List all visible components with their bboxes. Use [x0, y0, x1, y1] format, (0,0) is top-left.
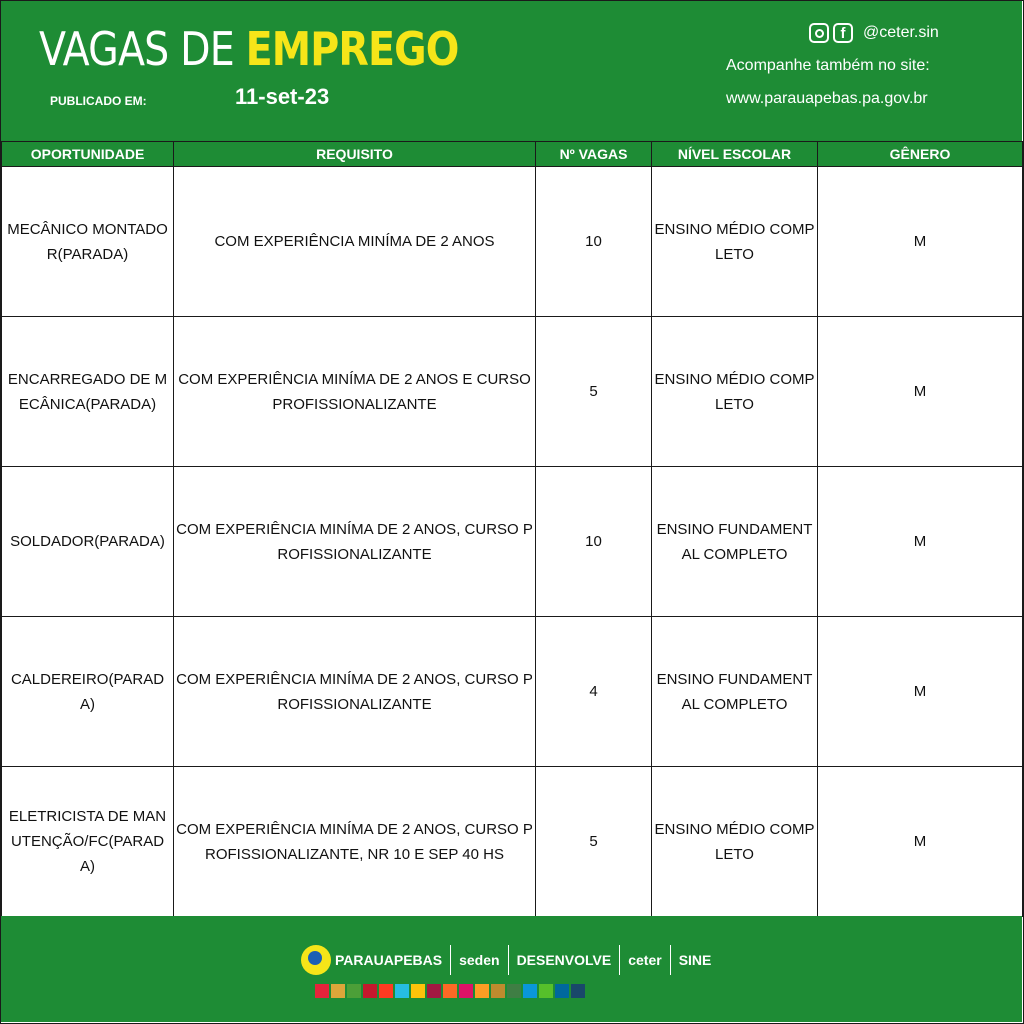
- cell-opportunity: ENCARREGADO DE MECÂNICA(PARADA): [2, 317, 174, 467]
- header: [1, 1, 1022, 141]
- cell-vacancies: 5: [536, 767, 652, 917]
- logo-divider: [508, 945, 509, 975]
- sdg-icon: [571, 984, 585, 998]
- facebook-icon[interactable]: f: [833, 23, 853, 43]
- sdg-icon: [507, 984, 521, 998]
- sdg-icon: [411, 984, 425, 998]
- cell-education: ENSINO MÉDIO COMPLETO: [652, 167, 818, 317]
- cell-vacancies: 4: [536, 617, 652, 767]
- social-handle: @ceter.sin: [863, 24, 939, 41]
- sdg-icon: [395, 984, 409, 998]
- column-header-requirement: REQUISITO: [174, 142, 536, 167]
- sdg-icon: [539, 984, 553, 998]
- title-part1: VAGAS DE: [39, 22, 234, 76]
- table-row: [2, 467, 1023, 617]
- jobs-table: [1, 141, 1023, 917]
- parauapebas-logo-icon: [301, 945, 331, 975]
- cell-opportunity: ELETRICISTA DE MANUTENÇÃO/FC(PARADA): [2, 767, 174, 917]
- logo-seden: seden: [459, 952, 500, 968]
- table-row: [2, 617, 1023, 767]
- cell-education: ENSINO MÉDIO COMPLETO: [652, 767, 818, 917]
- sdg-icon: [459, 984, 473, 998]
- cell-gender: M: [818, 467, 1023, 617]
- table-row: [2, 317, 1023, 467]
- cell-vacancies: 5: [536, 317, 652, 467]
- column-header-education: NÍVEL ESCOLAR: [652, 142, 818, 167]
- published-date: 11-set-23: [235, 84, 330, 109]
- title-part2: EMPREGO: [245, 22, 459, 76]
- column-header-vacancies: Nº VAGAS: [536, 142, 652, 167]
- sdg-icon: [443, 984, 457, 998]
- logo-divider: [619, 945, 620, 975]
- cell-gender: M: [818, 317, 1023, 467]
- sdg-icon: [379, 984, 393, 998]
- published-label: PUBLICADO EM:: [50, 94, 147, 108]
- logo-sine: SINE: [678, 952, 712, 968]
- cell-gender: M: [818, 767, 1023, 917]
- cell-opportunity: CALDEREIRO(PARADA): [2, 617, 174, 767]
- sdg-icons-strip: [315, 984, 587, 998]
- cell-opportunity: MECÂNICO MONTADOR(PARADA): [2, 167, 174, 317]
- cell-vacancies: 10: [536, 167, 652, 317]
- sdg-icon: [427, 984, 441, 998]
- site-label: Acompanhe também no site:: [726, 57, 930, 74]
- instagram-icon[interactable]: [809, 23, 829, 43]
- table-header-row: [2, 142, 1023, 167]
- sdg-icon: [315, 984, 329, 998]
- table-row: [2, 167, 1023, 317]
- page-title: [39, 23, 459, 75]
- sdg-icon: [555, 984, 569, 998]
- cell-gender: M: [818, 167, 1023, 317]
- cell-education: ENSINO FUNDAMENTAL COMPLETO: [652, 467, 818, 617]
- cell-requirement: COM EXPERIÊNCIA MINÍMA DE 2 ANOS, CURSO PROFISSIONALIZANTE, NR 10 E SEP 40 HS: [174, 767, 536, 917]
- social-links: [809, 23, 939, 43]
- sdg-icon: [363, 984, 377, 998]
- partner-logos: [301, 940, 711, 980]
- cell-vacancies: 10: [536, 467, 652, 617]
- footer: [1, 916, 1022, 1022]
- cell-requirement: COM EXPERIÊNCIA MINÍMA DE 2 ANOS: [174, 167, 536, 317]
- cell-education: ENSINO MÉDIO COMPLETO: [652, 317, 818, 467]
- sdg-icon: [491, 984, 505, 998]
- logo-divider: [670, 945, 671, 975]
- column-header-opportunity: OPORTUNIDADE: [2, 142, 174, 167]
- sdg-icon: [347, 984, 361, 998]
- cell-gender: M: [818, 617, 1023, 767]
- cell-requirement: COM EXPERIÊNCIA MINÍMA DE 2 ANOS, CURSO PROFISSIONALIZANTE: [174, 467, 536, 617]
- sdg-icon: [523, 984, 537, 998]
- sdg-icon: [475, 984, 489, 998]
- column-header-gender: GÊNERO: [818, 142, 1023, 167]
- cell-opportunity: SOLDADOR(PARADA): [2, 467, 174, 617]
- sdg-icon: [331, 984, 345, 998]
- table-row: [2, 767, 1023, 917]
- site-url[interactable]: www.parauapebas.pa.gov.br: [726, 90, 928, 107]
- logo-desenvolve: DESENVOLVE: [516, 952, 612, 968]
- logo-ceter: ceter: [628, 952, 662, 968]
- cell-education: ENSINO FUNDAMENTAL COMPLETO: [652, 617, 818, 767]
- cell-requirement: COM EXPERIÊNCIA MINÍMA DE 2 ANOS, CURSO PROFISSIONALIZANTE: [174, 617, 536, 767]
- logo-divider: [450, 945, 451, 975]
- logo-parauapebas: PARAUAPEBAS: [335, 952, 443, 968]
- cell-requirement: COM EXPERIÊNCIA MINÍMA DE 2 ANOS E CURSO PROFISSIONALIZANTE: [174, 317, 536, 467]
